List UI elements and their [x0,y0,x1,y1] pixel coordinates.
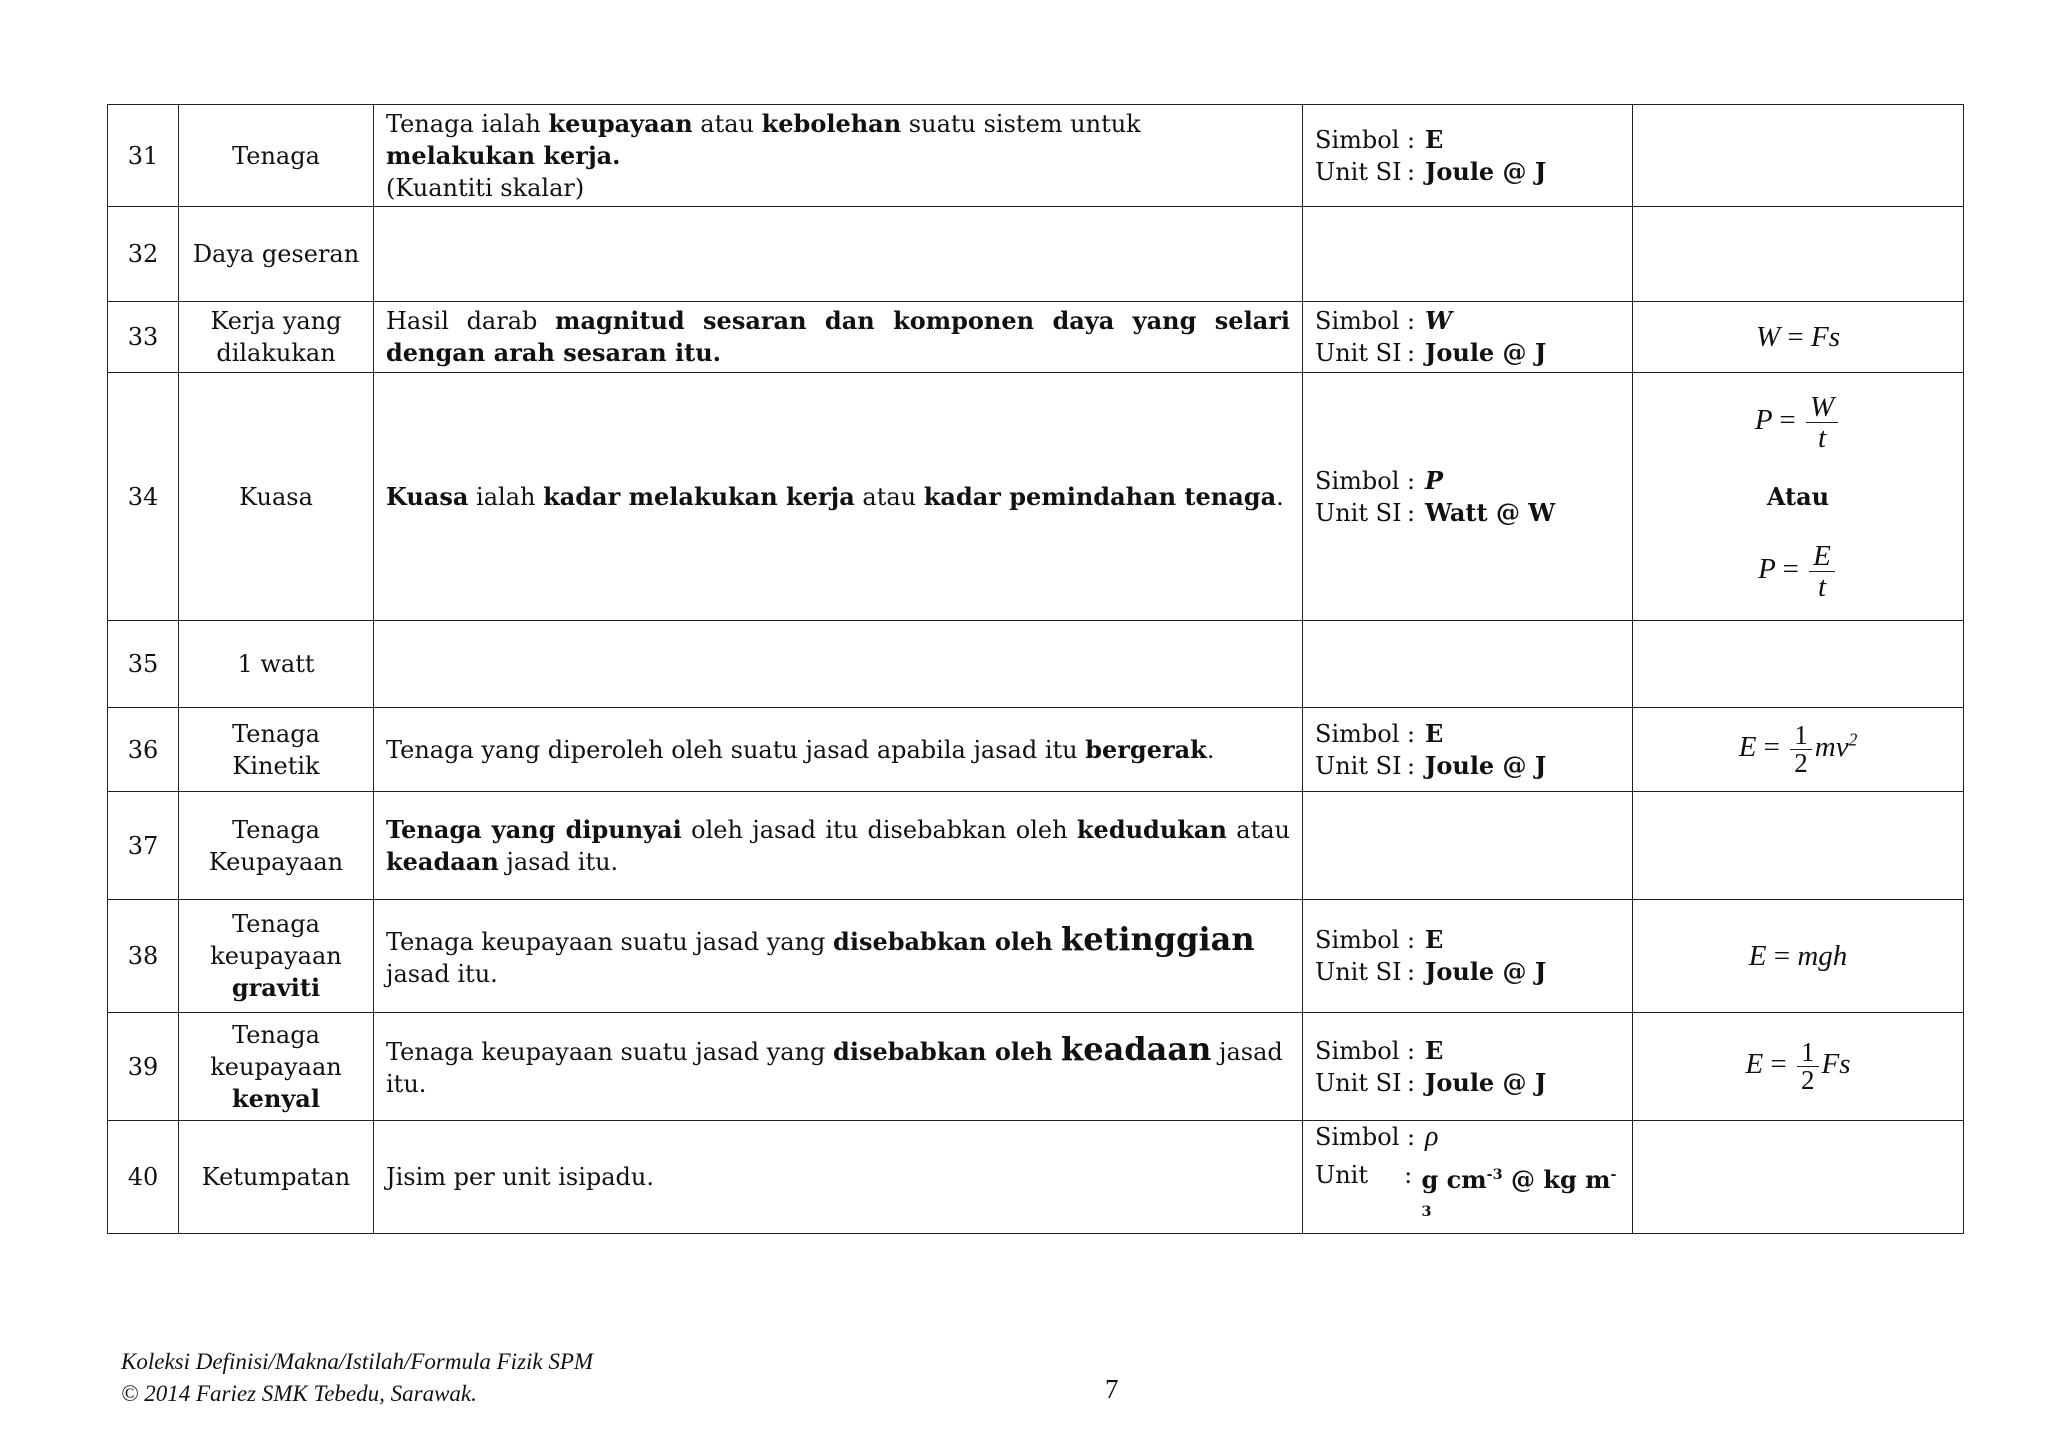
table-row [108,1013,1964,1121]
term: 1 watt [179,621,374,708]
term: Ketumpatan [179,1121,374,1234]
formula-cell [1633,621,1964,708]
formula-rhs: mgh [1797,940,1848,972]
fraction-numerator: E [1809,541,1835,572]
symbol-value: E [1425,1035,1444,1065]
formula-lhs: P [1754,403,1773,436]
definition-text: atau [1226,815,1290,844]
definition-text: atau [854,482,924,511]
table-row [108,105,1964,207]
row-number: 32 [108,207,179,302]
formula-rhs: Fs [1811,321,1841,353]
fraction-denominator: t [1818,570,1827,603]
formula-cell [1633,373,1964,621]
footer-copyright: © 2014 Fariez SMK Tebedu, Sarawak. [121,1381,477,1406]
physics-definitions-table [107,104,1964,1234]
fraction-numerator: W [1806,392,1838,423]
fraction-denominator: 2 [1801,1065,1815,1095]
definition-text: ialah [468,482,544,511]
table-row [108,621,1964,708]
symbol-value: E [1425,124,1444,154]
table-row [108,792,1964,900]
formula-lhs: E [1748,940,1767,972]
unit-exponent: -3 [1486,1166,1503,1183]
formula-exponent: 2 [1848,729,1858,750]
row-number: 38 [108,900,179,1013]
term: Daya geseran [179,207,374,302]
definition-text: jasad itu. [498,847,619,876]
symbol-unit-cell [1303,207,1633,302]
symbol-value: ρ [1425,1121,1439,1152]
symbol-label: Simbol [1315,1036,1400,1065]
power-energy-formula: P = $\frac{E}{t}$ [1645,541,1951,602]
formula-cell [1633,792,1964,900]
symbol-unit-cell: Simbol : W Unit SI : Joule @ J [1303,302,1633,373]
row-number: 31 [108,105,179,207]
unit-label: Unit SI [1315,339,1402,367]
definition-keyword: Kuasa [386,481,469,511]
row-number: 33 [108,302,179,373]
definition-text: Tenaga keupayaan suatu jasad yang [386,1038,834,1066]
unit-part: @ kg m [1502,1165,1611,1194]
row-number: 40 [108,1121,179,1234]
row-number: 37 [108,792,179,900]
unit-value: Joule @ J [1425,750,1547,780]
fraction-denominator: t [1817,421,1827,454]
definition-text: atau [692,109,762,138]
definition-text: Tenaga keupayaan suatu jasad yang [386,927,834,956]
symbol-unit-cell: Simbol : P Unit SI : Watt @ W [1303,373,1633,621]
formula-cell [1633,1121,1964,1234]
table-row [108,708,1964,792]
symbol-label: Simbol [1315,307,1400,335]
symbol-label: Simbol [1315,719,1400,748]
fraction [1790,722,1812,777]
fraction-denominator: 2 [1794,748,1808,778]
definition-keyword: kadar pemindahan tenaga [923,481,1277,511]
page-number: 7 [1105,1374,1119,1404]
symbol-unit-cell: Simbol : E Unit SI : Joule @ J [1303,105,1633,207]
row-number: 35 [108,621,179,708]
definition [374,900,1303,1013]
table-row [108,302,1964,373]
definition-text: Tenaga yang diperoleh oleh suatu jasad apabila jasad itu [386,735,1086,764]
definition [374,105,1303,207]
formula-lhs: E [1745,1048,1764,1081]
definition-emphasis: keadaan [1061,1030,1212,1068]
symbol-unit-cell: Simbol : E Unit SI : Joule @ J [1303,1013,1633,1121]
symbol-value: E [1425,925,1444,954]
unit-label: Unit SI [1315,498,1402,527]
definition-keyword: kedudukan [1076,814,1227,844]
formula-rhs: Fs [1821,1048,1851,1081]
symbol-value: E [1425,718,1444,748]
row-number: 36 [108,708,179,792]
formula-lhs: E [1738,731,1757,764]
unit-label: Unit SI [1315,751,1402,780]
definition-text: oleh jasad itu disebabkan oleh [681,815,1077,844]
definition [374,1121,1303,1234]
formula-cell: W = Fs [1633,302,1964,373]
unit-label: Unit SI [1315,1068,1402,1097]
term: Kuasa [179,373,374,621]
symbol-label: Simbol [1315,466,1400,495]
definition [374,373,1303,621]
unit-value: Joule @ J [1425,156,1547,186]
term [179,1013,374,1121]
term-line: Tenaga [232,1020,320,1049]
definition [374,302,1303,373]
definition-emphasis: ketinggian [1061,919,1255,958]
table-row [108,900,1964,1013]
definition-keyword: kebolehan [761,108,902,138]
formula-cell: E = $\frac{1}{2}$ $mv^2$ [1633,708,1964,792]
definition [374,1013,1303,1121]
formula-cell [1633,207,1964,302]
unit-label: Unit SI [1315,157,1402,186]
term-keyword: graviti [231,973,321,1002]
symbol-unit-cell: Simbol : E Unit SI : Joule @ J [1303,708,1633,792]
formula-cell: E = $\frac{1}{2}$ Fs [1633,1013,1964,1121]
footer [121,1346,593,1410]
unit-value: Joule @ J [1425,1067,1547,1097]
unit-label: Unit [1315,1161,1369,1189]
definition-keyword: kadar melakukan kerja [543,481,855,511]
symbol-label: Simbol [1315,125,1400,154]
definition-keyword: keupayaan [548,108,693,138]
definition-text: jasad itu. [386,1038,1283,1098]
symbol-label: Simbol [1315,926,1400,954]
fraction [1806,392,1838,453]
row-number: 34 [108,373,179,621]
symbol-unit-cell [1303,792,1633,900]
unit-value: Joule @ J [1425,338,1547,367]
symbol-value: P [1425,465,1444,495]
term: Tenaga Kinetik [179,708,374,792]
definition [374,792,1303,900]
term [179,900,374,1013]
fraction-numerator: 1 [1797,1039,1819,1067]
footer-title: Koleksi Definisi/Makna/Istilah/Formula Fizik SPM [121,1349,594,1374]
formula-rhs: mv [1814,731,1849,764]
term-line: Tenaga [232,910,320,938]
definition-keyword: keadaan [386,846,499,876]
definition-text: Hasil darab [386,307,556,335]
definition-text: . [1206,735,1215,764]
unit-value: Watt @ W [1425,497,1556,527]
power-work-formula: P = $\frac{W}{t}$ [1645,392,1951,453]
fraction [1809,541,1835,602]
definition [374,621,1303,708]
formula-lhs: P [1758,552,1776,585]
definition-text: jasad itu. [386,959,498,988]
term: Tenaga Keupayaan [179,792,374,900]
term: Kerja yang dilakukan [179,302,374,373]
table-row [108,1121,1964,1234]
table-row [108,207,1964,302]
definition [374,207,1303,302]
term-line: keupayaan [210,942,342,970]
fraction-numerator: 1 [1790,722,1812,750]
symbol-unit-cell: Simbol : E Unit SI : Joule @ J [1303,900,1633,1013]
symbol-unit-cell [1303,621,1633,708]
term: Tenaga [179,105,374,207]
unit-value [1422,1159,1621,1233]
definition-keyword: disebabkan oleh [833,1037,1062,1066]
term-keyword: kenyal [232,1083,320,1113]
definition-keyword: Tenaga yang dipunyai [386,814,682,844]
row-number: 39 [108,1013,179,1121]
unit-value: Joule @ J [1425,957,1547,986]
formula-cell: E = mgh [1633,900,1964,1013]
definition [374,708,1303,792]
definition-keyword: bergerak [1085,734,1207,764]
unit-label: Unit SI [1315,958,1402,986]
definition-text: . [1276,482,1284,511]
definition-text: Jisim per unit isipadu. [386,1163,654,1191]
formula-cell [1633,105,1964,207]
symbol-value: W [1425,306,1452,335]
unit-exponent: -3 [1421,1166,1617,1220]
or-label: Atau [1766,481,1830,511]
definition-text: suatu sistem untuk [901,109,1141,138]
table-row [108,373,1964,621]
fraction [1797,1039,1819,1094]
unit-part: g cm [1421,1165,1487,1194]
symbol-unit-cell: Simbol : ρ Unit : g $cm^{-3}$ @ kg $m^{-3}$ [1303,1121,1633,1234]
term-line: keupayaan [210,1052,342,1081]
definition-keyword: magnitud sesaran dan komponen daya yang selari dengan arah sesaran itu. [386,306,1290,367]
definition-text: Tenaga ialah [386,109,549,138]
definition-keyword: disebabkan oleh [833,926,1062,956]
symbol-label: Simbol [1315,1123,1400,1151]
definition-note: (Kuantiti skalar) [386,173,585,202]
definition-keyword: melakukan kerja. [386,140,621,170]
formula-lhs: W [1755,321,1781,353]
